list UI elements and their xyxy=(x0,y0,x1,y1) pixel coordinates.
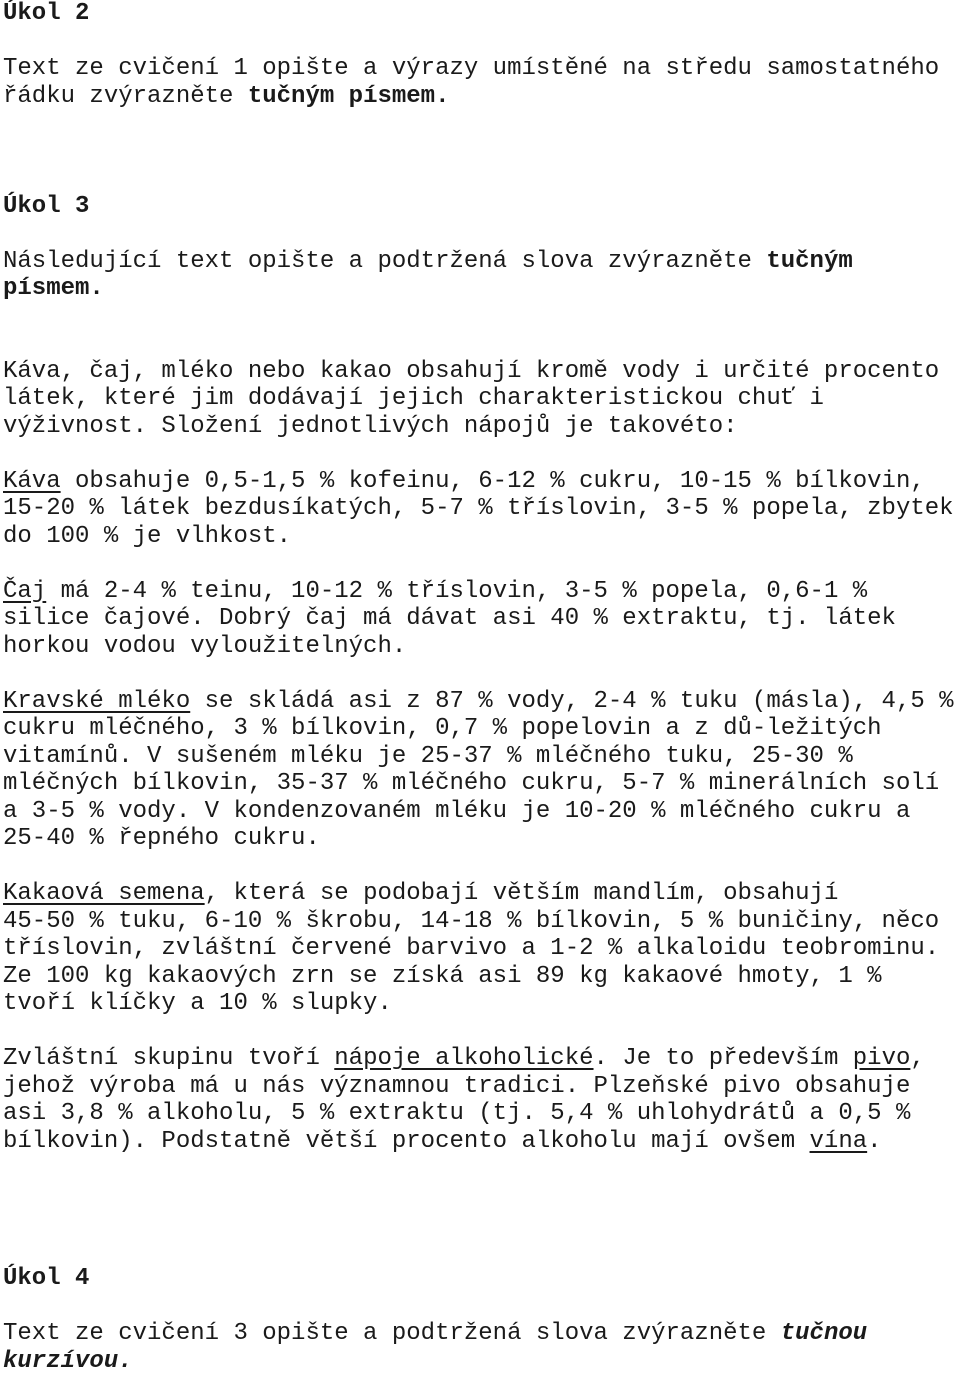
alcohol-text-a: Zvláštní skupinu tvoří xyxy=(3,1045,335,1072)
task4-heading: Úkol 4 xyxy=(3,1265,90,1292)
alcohol-text-e: . xyxy=(867,1127,882,1155)
coffee-line1 xyxy=(3,468,958,496)
alcohol-text-b: . Je to především xyxy=(593,1045,853,1072)
task3-instruction-line2: písmem. xyxy=(3,275,104,302)
alcohol-line2: jehož výroba má u nás významnou tradici. Plzeňské pivo obsahuje xyxy=(3,1072,911,1100)
alcohol-text-c: , xyxy=(910,1045,925,1072)
alcohol-line3: asi 3,8 % alkoholu, 5 % extraktu (tj. 5,4 % uhlohydrátů a 0,5 % xyxy=(3,1100,911,1127)
task4-instruction-line2: kurzívou. xyxy=(3,1347,133,1375)
alcohol-line1 xyxy=(3,1045,958,1073)
milk-text: se skládá asi z 87 % vody, 2-4 % tuku (másla), 4,5 % xyxy=(190,687,954,715)
coffee-line3: do 100 % je vlhkost. xyxy=(3,522,292,550)
cocoa-line1 xyxy=(3,880,958,908)
alcohol-line4 xyxy=(3,1128,958,1156)
document-page xyxy=(3,0,958,1375)
tea-line1 xyxy=(3,578,958,606)
beer-underlined-term: pivo xyxy=(852,1045,911,1072)
milk-line4: mléčných bílkovin, 35-37 % mléčného cukru, 5-7 % minerálních solí xyxy=(3,770,940,797)
coffee-line2: 15-20 % látek bezdusíkatých, 5-7 % tříslovin, 3-5 % popela, zbytek xyxy=(3,495,954,522)
coffee-text: obsahuje 0,5-1,5 % kofeinu, 6-12 % cukru, 10-15 % bílkovin, xyxy=(60,467,925,495)
tea-line3: horkou vodou vyloužitelných. xyxy=(3,632,407,660)
intro-line3: výživnost. Složení jednotlivých nápojů je takovéto: xyxy=(3,412,738,440)
task2-heading: Úkol 2 xyxy=(3,0,90,27)
milk-line2: cukru mléčného, 3 % bílkovin, 0,7 % popelovin a z dů-ležitých xyxy=(3,715,882,742)
milk-line6: 25-40 % řepného cukru. xyxy=(3,825,320,852)
tea-line2: silice čajové. Dobrý čaj má dávat asi 40 % extraktu, tj. látek xyxy=(3,605,896,632)
task3-instruction-bold: tučným xyxy=(766,247,853,275)
cocoa-line3: tříslovin, zvláštní červené barvivo a 1-2 % alkaloidu teobrominu. xyxy=(3,935,940,962)
cocoa-line2: 45-50 % tuku, 6-10 % škrobu, 14-18 % bílkovin, 5 % buničiny, něco xyxy=(3,907,940,935)
task2-instruction-line2 xyxy=(3,83,958,111)
milk-line5: a 3-5 % vody. V kondenzovaném mléku je 10-20 % mléčného cukru a xyxy=(3,797,911,825)
intro-line1: Káva, čaj, mléko nebo kakao obsahují kromě vody i určité procento xyxy=(3,357,940,385)
task4-instruction-text: Text ze cvičení 3 opište a podtržená slova zvýrazněte xyxy=(3,1320,781,1347)
alcohol-underlined-term: nápoje alkoholické xyxy=(334,1045,594,1072)
cocoa-line5: tvoří klíčky a 10 % slupky. xyxy=(3,990,392,1017)
intro-line2: látek, které jim dodávají jejich charakteristickou chuť i xyxy=(3,385,824,412)
task4-instruction-line1 xyxy=(3,1320,958,1348)
task3-heading: Úkol 3 xyxy=(3,192,90,220)
task3-instruction-line1 xyxy=(3,248,958,276)
cocoa-line4: Ze 100 kg kakaových zrn se získá asi 89 kg kakaové hmoty, 1 % xyxy=(3,962,882,990)
alcohol-text-d: bílkovin). Podstatně větší procento alkoholu mají ovšem xyxy=(3,1127,810,1155)
milk-line3: vitamínů. V sušeném mléku je 25-37 % mléčného tuku, 25-30 % xyxy=(3,742,853,770)
tea-text: má 2-4 % teinu, 10-12 % tříslovin, 3-5 % popela, 0,6-1 % xyxy=(46,577,868,605)
cocoa-text: , která se podobají větším mandlím, obsahují xyxy=(204,880,839,907)
task2-instruction-text: řádku zvýrazněte xyxy=(3,82,248,110)
tea-underlined-term: Čaj xyxy=(3,577,47,605)
coffee-underlined-term: Káva xyxy=(3,467,61,495)
wine-underlined-term: vína xyxy=(809,1127,868,1155)
task2-instruction-line1: Text ze cvičení 1 opište a výrazy umístěné na středu samostatného xyxy=(3,55,940,82)
milk-underlined-term: Kravské mléko xyxy=(3,687,191,715)
task3-instruction-text: Následující text opište a podtržená slova zvýrazněte xyxy=(3,247,767,275)
cocoa-underlined-term: Kakaová semena xyxy=(3,880,205,907)
milk-line1 xyxy=(3,688,958,716)
task2-instruction-bold: tučným písmem. xyxy=(247,82,450,110)
task4-instruction-bold-italic: tučnou xyxy=(780,1320,868,1347)
